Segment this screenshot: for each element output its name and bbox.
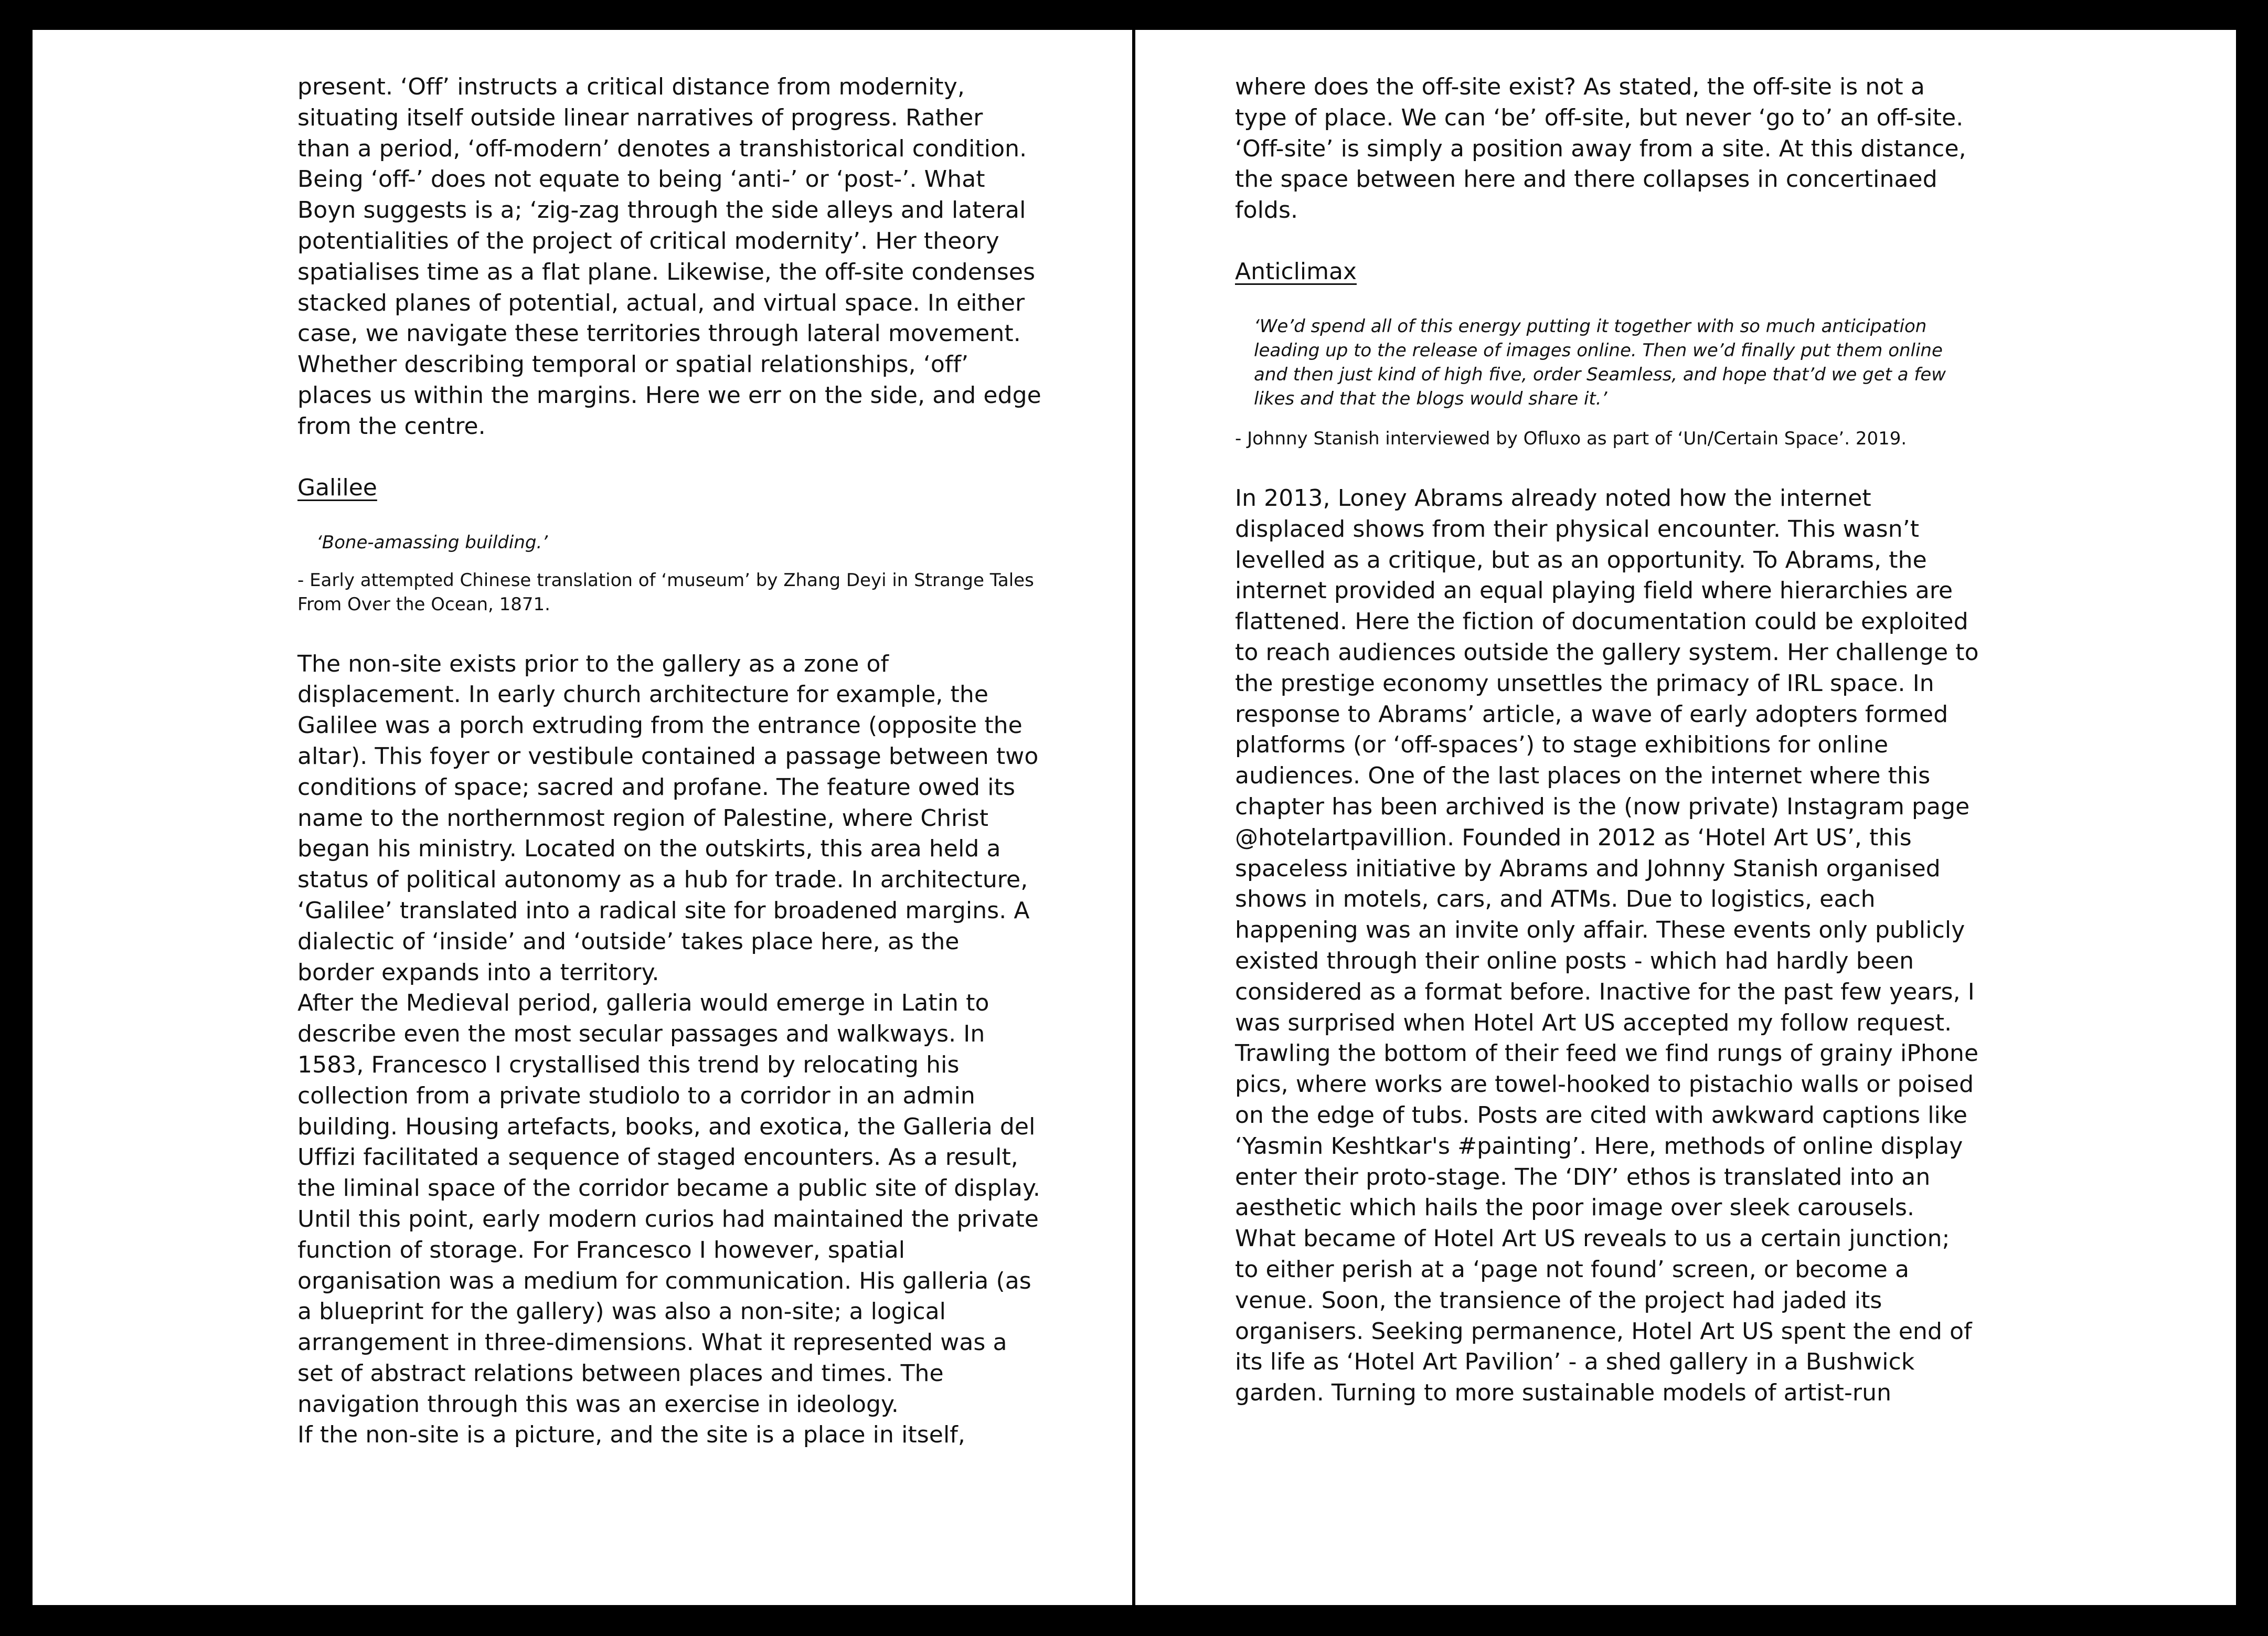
epigraph-quote-anticlimax: ‘We’d spend all of this energy putting it together with so much anticipation leading up to the release of images online. Then we’d finally put them online and then just kind of high five, order Seamless, and hope that’d we get a few likes and that the blogs would share it.’ xyxy=(1254,315,1946,409)
spacer xyxy=(297,617,1042,649)
epigraph-attribution-galilee: - Early attempted Chinese translation of ‘museum’ by Zhang Deyi in Strange Tales From Over the Ocean, 1871. xyxy=(297,569,1034,615)
anticlimax-paragraph-1: In 2013, Loney Abrams already noted how the internet displaced shows from their physical encounter. This wasn’t levelled as a critique, but as an opportunity. To Abrams, the internet provided an equal playing field where hierarchies are flattened. Here the fiction of documentation could be exploited to reach audiences outside the gallery system. Her challenge to the prestige economy unsettles the primacy of IRL space. In response to Abrams’ article, a wave of early adopters formed platforms (or ‘off-spaces’) to stage exhibitions for online audiences. One of the last places on the internet where this chapter has been archived is the (now private) Instagram page @hotelartpavillion. Founded in 2012 as ‘Hotel Art US’, this spaceless initiative by Abrams and Johnny Stanish organised shows in motels, cars, and ATMs. Due to logistics, each happening was an invite only affair. These events only publicly existed through their online posts - which had hardly been considered as a format before. Inactive for the past few years, I was surprised when Hotel Art US accepted my follow request. Trawling the bottom of their feed we find rungs of grainy iPhone pics, where works are towel-hooked to pistachio walls or poised on the edge of tubs. Posts are cited with awkward captions like ‘Yasmin Keshtkar's #painting’. Here, methods of online display enter their proto-stage. The ‘DIY’ ethos is translated into an aesthetic which hails the poor image over sleek carousels. What became of Hotel Art US reveals to us a certain junction; to either perish at a ‘page not found’ screen, or become a venue. Soon, the transience of the project had jaded its organisers. Seeking permanence, Hotel Art US spent the end of its life as ‘Hotel Art Pavilion’ - a shed gallery in a Bushwick garden. Turning to more sustainable models of artist-run xyxy=(1235,484,1979,1407)
book-spread xyxy=(33,30,2236,1605)
epigraph-quote-galilee: ‘Bone-amassing building.’ xyxy=(316,532,548,553)
spacer xyxy=(1235,451,1980,483)
galilee-paragraph-1: The non-site exists prior to the gallery as a zone of displacement. In early church architecture for example, the Galilee was a porch extruding from the entrance (opposite the altar). This foyer or vestibule contained a passage between two conditions of space; sacred and profane. The feature owed its name to the northernmost region of Palestine, where Christ began his ministry. Located on the outskirts, this area held a status of political autonomy as a hub for trade. In architecture, ‘Galilee’ translated into a radical site for broadened margins. A dialectic of ‘inside’ and ‘outside’ takes place here, as the border expands into a territory. xyxy=(297,650,1039,986)
left-page xyxy=(33,30,1132,1605)
right-intro-paragraph: where does the off-site exist? As stated, the off-site is not a type of place. We can ‘be’ off-site, but never ‘go to’ an off-site. ‘Off-site’ is simply a position away from a site. At this distance, the space between here and there collapses in concertinaed folds. xyxy=(1235,73,1966,224)
galilee-paragraph-3: If the non-site is a picture, and the site is a place in itself, xyxy=(297,1421,965,1449)
section-heading-anticlimax: Anticlimax xyxy=(1235,258,1357,285)
left-text-column xyxy=(297,72,1042,1451)
galilee-paragraph-2: After the Medieval period, galleria would emerge in Latin to describe even the most secular passages and walkways. In 1583, Francesco I crystallised this trend by relocating his collection from a private studiolo to a corridor in an admin building. Housing artefacts, books, and exotica, the Galleria del Uffizi facilitated a sequence of staged encounters. As a result, the liminal space of the corridor became a public site of display. Until this point, early modern curios had maintained the private function of storage. For Francesco I however, spatial organisation was a medium for communication. His galleria (as a blueprint for the gallery) was also a non-site; a logical arrangement in three-dimensions. What it represented was a set of abstract relations between places and times. The navigation through this was an exercise in ideology. xyxy=(297,990,1040,1418)
right-text-column xyxy=(1235,72,1980,1409)
epigraph-attribution-anticlimax: - Johnny Stanish interviewed by Ofluxo as part of ‘Un/Certain Space’. 2019. xyxy=(1235,428,1907,449)
right-page xyxy=(1135,30,2236,1605)
left-intro-paragraph: present. ‘Off’ instructs a critical distance from modernity, situating itself outside linear narratives of progress. Rather than a period, ‘off-modern’ denotes a transhistorical condition. Being ‘off-’ does not equate to being ‘anti-’ or ‘post-’. What Boyn suggests is a; ‘zig-zag through the side alleys and lateral potentialities of the project of critical modernity’. Her theory spatialises time as a flat plane. Likewise, the off-site condenses stacked planes of potential, actual, and virtual space. In either case, we navigate these territories through lateral movement. Whether describing temporal or spatial relationships, ‘off’ places us within the margins. Here we err on the side, and edge from the centre. xyxy=(297,73,1041,440)
section-heading-galilee: Galilee xyxy=(297,474,377,501)
